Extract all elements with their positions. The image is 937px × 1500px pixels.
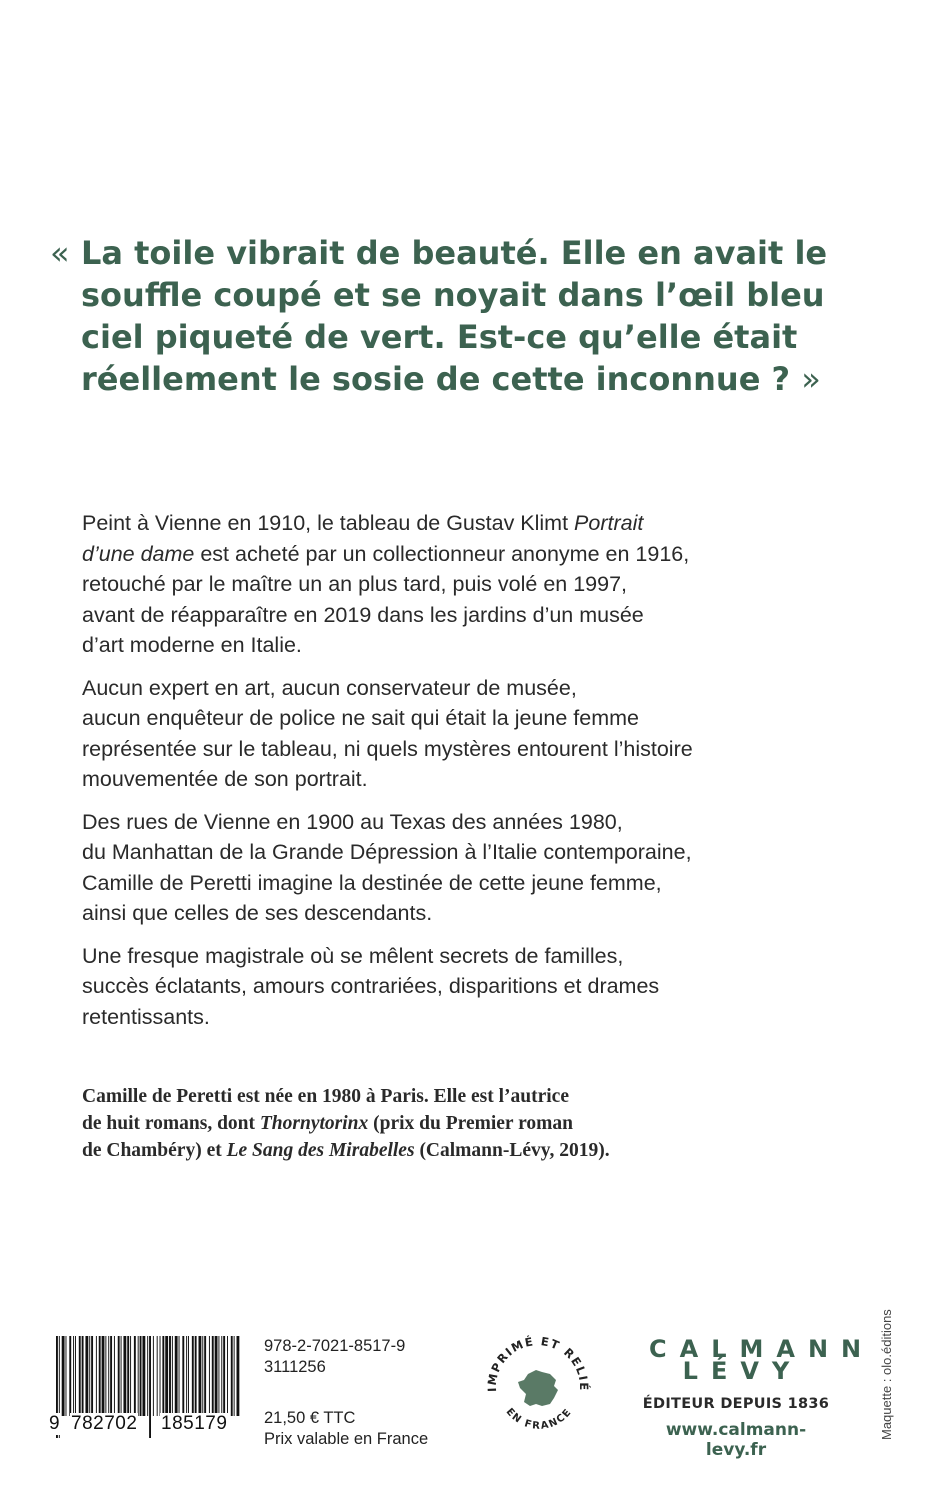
desc-p1-line-2 <box>82 539 802 570</box>
barcode-bar <box>160 1336 161 1416</box>
description-paragraph-4 <box>82 941 802 1033</box>
bio-line-3 <box>82 1137 782 1164</box>
barcode-bar <box>188 1336 189 1416</box>
bio-l2-a: de huit romans, dont <box>82 1113 260 1134</box>
publisher-name-top: CALMANN <box>649 1335 875 1363</box>
barcode-bar <box>157 1336 158 1416</box>
desc-p2-line-4: mouvementée de son portrait. <box>82 767 368 791</box>
barcode-bar <box>114 1336 115 1416</box>
barcode-bar <box>172 1336 173 1416</box>
barcode-bar <box>165 1336 168 1416</box>
barcode-bar <box>221 1336 222 1416</box>
back-cover-quote <box>50 232 828 400</box>
publisher-logo <box>636 1335 875 1460</box>
desc-p1-l2-text: est acheté par un collectionneur anonyme en 1916, <box>194 541 690 566</box>
barcode-bar <box>182 1336 184 1416</box>
desc-p2-line-1: Aucun expert en art, aucun conservateur de musée, <box>82 675 577 700</box>
barcode-bar <box>153 1336 154 1416</box>
quote-line-4-text: réellement le sosie de cette inconnue ? <box>81 360 791 398</box>
barcode-bar <box>231 1336 233 1416</box>
barcode-bar <box>130 1336 131 1416</box>
barcode-bar <box>199 1336 202 1416</box>
barcode-bar <box>237 1336 240 1416</box>
desc-p3-line-2: du Manhattan de la Grande Dépression à l’Italie contemporaine, <box>82 840 692 864</box>
barcode-bar <box>75 1336 76 1416</box>
barcode-bar <box>179 1336 180 1416</box>
isbn-price-block <box>264 1336 428 1450</box>
description-paragraph-3 <box>82 807 802 929</box>
desc-p2-line-3: représentée sur le tableau, ni quels mystères entourent l’histoire <box>82 736 693 761</box>
desc-p3-line-1: Des rues de Vienne en 1900 au Texas des années 1980, <box>82 809 623 834</box>
barcode-bar <box>169 1336 171 1416</box>
barcode-bar <box>69 1336 71 1416</box>
book-description <box>82 508 802 1044</box>
barcode-bar <box>175 1336 178 1416</box>
barcode-bar <box>195 1336 197 1416</box>
bio-l3-b: (Calmann-Lévy, 2019). <box>414 1140 610 1161</box>
barcode-bar <box>227 1336 228 1416</box>
product-code: 3111256 <box>264 1358 326 1376</box>
barcode-bar <box>147 1336 148 1416</box>
description-paragraph-1 <box>82 508 802 661</box>
barcode-bar <box>89 1336 90 1416</box>
quote-line-1: La toile vibrait de beauté. Elle en avait le <box>81 234 828 272</box>
barcode-bar <box>105 1336 106 1416</box>
open-quote-mark: « <box>50 234 70 272</box>
france-map-icon <box>518 1370 558 1406</box>
barcode-first-digit: 9 <box>49 1413 61 1434</box>
barcode-bar <box>110 1336 112 1416</box>
barcode-bar <box>118 1336 120 1416</box>
barcode-bar <box>202 1336 203 1416</box>
barcode-bar <box>218 1336 219 1416</box>
price: 21,50 € TTC <box>264 1409 356 1427</box>
barcode-bar <box>102 1336 105 1416</box>
barcode-bar <box>186 1336 187 1416</box>
quote-line-4 <box>81 358 821 400</box>
desc-p3-line-4: ainsi que celles de ses descendants. <box>82 901 433 925</box>
barcode-bar <box>91 1336 93 1416</box>
barcode-bar <box>79 1336 81 1416</box>
barcode-bar <box>223 1336 225 1416</box>
barcode-bar <box>149 1336 151 1438</box>
desc-p3-line-3: Camille de Peretti imagine la destinée de cette jeune femme, <box>82 870 662 895</box>
barcode-bar <box>127 1336 129 1416</box>
barcode-bar <box>85 1336 88 1416</box>
barcode-bar <box>192 1336 194 1416</box>
bio-line-2 <box>82 1110 782 1137</box>
barcode-bar <box>121 1336 122 1416</box>
barcode-bar <box>108 1336 109 1416</box>
isbn-number: 978-2-7021-8517-9 <box>264 1337 406 1355</box>
desc-p1-l1-text: Peint à Vienne en 1910, le tableau de Gustav Klimt <box>82 511 575 535</box>
barcode-bar <box>138 1336 139 1416</box>
desc-p1-line-4: avant de réapparaître en 2019 dans les jardins d’un musée <box>82 602 644 627</box>
barcode-bar <box>140 1336 142 1416</box>
printed-in-france-seal <box>480 1328 596 1444</box>
barcode-bar <box>73 1336 74 1416</box>
barcode-bar <box>234 1336 235 1416</box>
artwork-title-part-2: d’une dame <box>82 541 195 566</box>
seal-bottom-text <box>504 1406 575 1432</box>
barcode-bar <box>99 1336 101 1416</box>
barcode-bar <box>82 1336 84 1416</box>
quote-line-2: souffle coupé et se noyait dans l’œil bleu <box>81 276 825 314</box>
barcode-bar <box>212 1336 214 1416</box>
barcode-bar <box>66 1336 67 1416</box>
desc-p4-line-1: Une fresque magistrale où se mêlent secrets de familles, <box>82 943 624 968</box>
barcode-bar <box>215 1336 218 1416</box>
publisher-url[interactable]: www.calmann-levy.fr <box>665 1420 807 1460</box>
desc-p2-line-2: aucun enquêteur de police ne sait qui était la jeune femme <box>82 706 639 730</box>
quote-line-3: ciel piqueté de vert. Est-ce qu’elle était <box>81 318 798 356</box>
book-title-sang-des-mirabelles: Le Sang des Mirabelles <box>226 1140 415 1161</box>
seal-arc-textpath: IMPRIMÉ ET RELIÉ <box>484 1334 592 1393</box>
bio-l3-a: de Chambéry) et <box>82 1140 227 1161</box>
author-bio <box>82 1083 782 1164</box>
barcode-bar <box>209 1336 210 1416</box>
barcode-bar <box>62 1336 65 1416</box>
barcode-bar <box>142 1336 145 1416</box>
barcode-bar <box>123 1336 126 1416</box>
desc-p4-line-3: retentissants. <box>82 1004 210 1029</box>
barcode-bar <box>134 1336 136 1416</box>
publisher-name-bottom: LÉVY <box>682 1357 803 1385</box>
barcode-left-digits: 782702 <box>71 1413 138 1434</box>
desc-p1-line-3: retouché par le maître un an plus tard, puis volé en 1997, <box>82 572 628 596</box>
close-quote-mark: » <box>801 360 821 398</box>
bio-l2-b: (prix du Premier roman <box>368 1113 573 1134</box>
desc-p1-line-1 <box>82 508 802 539</box>
design-credit: Maquette : olo.éditions <box>879 1309 894 1440</box>
artwork-title-part-1: Portrait <box>574 511 644 535</box>
publisher-since: ÉDITEUR DEPUIS 1836 <box>642 1396 830 1412</box>
desc-p1-line-5: d’art moderne en Italie. <box>82 633 302 657</box>
book-title-thornytorinx: Thornytorinx <box>259 1113 369 1134</box>
price-note: Prix valable en France <box>264 1430 429 1448</box>
description-paragraph-2 <box>82 673 802 795</box>
bio-line-1: Camille de Peretti est née en 1980 à Paris. Elle est l’autrice <box>82 1086 569 1107</box>
seal-bottom-textpath: EN FRANCE <box>503 1406 575 1432</box>
barcode-bar <box>162 1336 164 1416</box>
desc-p4-line-2: succès éclatants, amours contrariées, disparitions et drames <box>82 974 660 998</box>
barcode-bar <box>96 1336 97 1416</box>
barcode-bar <box>204 1336 206 1416</box>
barcode-right-digits: 185179 <box>161 1413 228 1434</box>
